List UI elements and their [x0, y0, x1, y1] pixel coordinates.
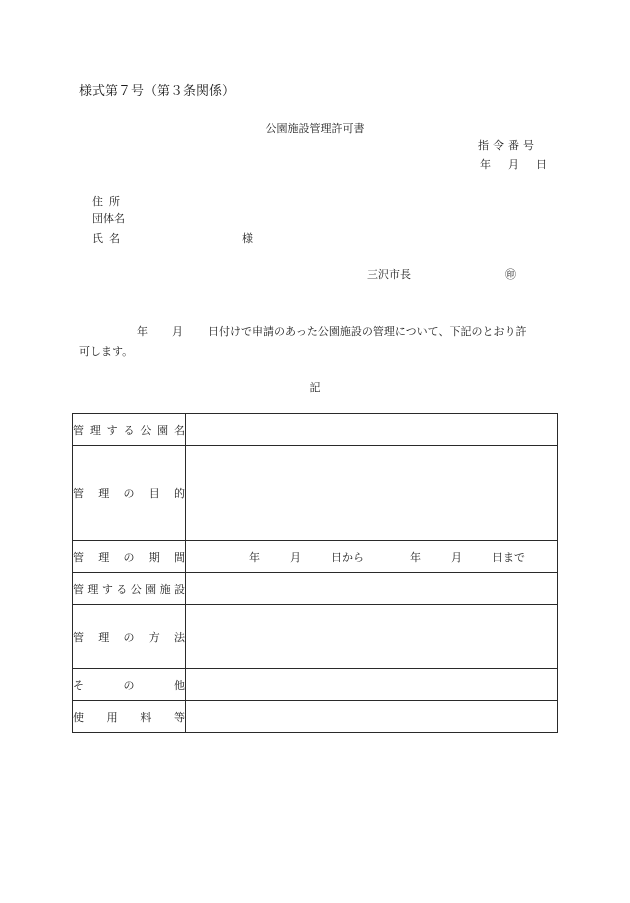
table-row: [73, 701, 558, 733]
period-from-month: 月: [290, 550, 301, 564]
purpose-field[interactable]: [186, 446, 558, 541]
form-number: 様式第７号（第３条関係）: [79, 84, 236, 99]
table-row: [73, 573, 558, 605]
row-label-park-name: 管理する公園名: [73, 414, 186, 446]
period-from-year: 年: [249, 550, 260, 564]
period-to-month: 月: [451, 550, 462, 564]
row-label-period: 管理の期間: [73, 541, 186, 573]
method-field[interactable]: [186, 605, 558, 669]
row-label-other: その他: [73, 669, 186, 701]
issue-date-year: 年: [480, 158, 491, 171]
row-label-method: 管理の方法: [73, 605, 186, 669]
issue-date-day: 日: [536, 158, 547, 171]
fee-field[interactable]: [186, 701, 558, 733]
period-to-day: 日まで: [492, 550, 525, 564]
table-row: [73, 541, 558, 573]
address-label: 住所: [92, 195, 126, 208]
body-month: 月: [172, 325, 183, 338]
body-year: 年: [137, 325, 148, 338]
ki-heading: 記: [309, 381, 321, 394]
permit-details-table: [72, 413, 558, 733]
group-name-label: 団体名: [92, 212, 125, 225]
document-title: 公園施設管理許可書: [265, 122, 365, 135]
table-row: [73, 414, 558, 446]
honorific: 様: [242, 232, 253, 245]
name-label: 氏名: [92, 232, 126, 245]
row-label-fee: 使用料等: [73, 701, 186, 733]
issuer-mayor: 三沢市長: [367, 268, 411, 281]
seal-mark: ㊞: [505, 268, 516, 281]
row-label-purpose: 管理の目的: [73, 446, 186, 541]
order-number-label: 指令番号: [478, 139, 538, 152]
other-field[interactable]: [186, 669, 558, 701]
table-row: [73, 446, 558, 541]
period-from-day: 日から: [331, 550, 364, 564]
table-row: [73, 605, 558, 669]
period-field[interactable]: [186, 541, 558, 573]
table-row: [73, 669, 558, 701]
row-label-facility: 管理する公園施設: [73, 573, 186, 605]
body-text-line2: 可します。: [79, 345, 134, 358]
facility-field[interactable]: [186, 573, 558, 605]
issue-date-month: 月: [508, 158, 519, 171]
period-to-year: 年: [410, 550, 421, 564]
body-text-line1: 日付けで申請のあった公園施設の管理について、下記のとおり許: [208, 325, 527, 338]
park-name-field[interactable]: [186, 414, 558, 446]
